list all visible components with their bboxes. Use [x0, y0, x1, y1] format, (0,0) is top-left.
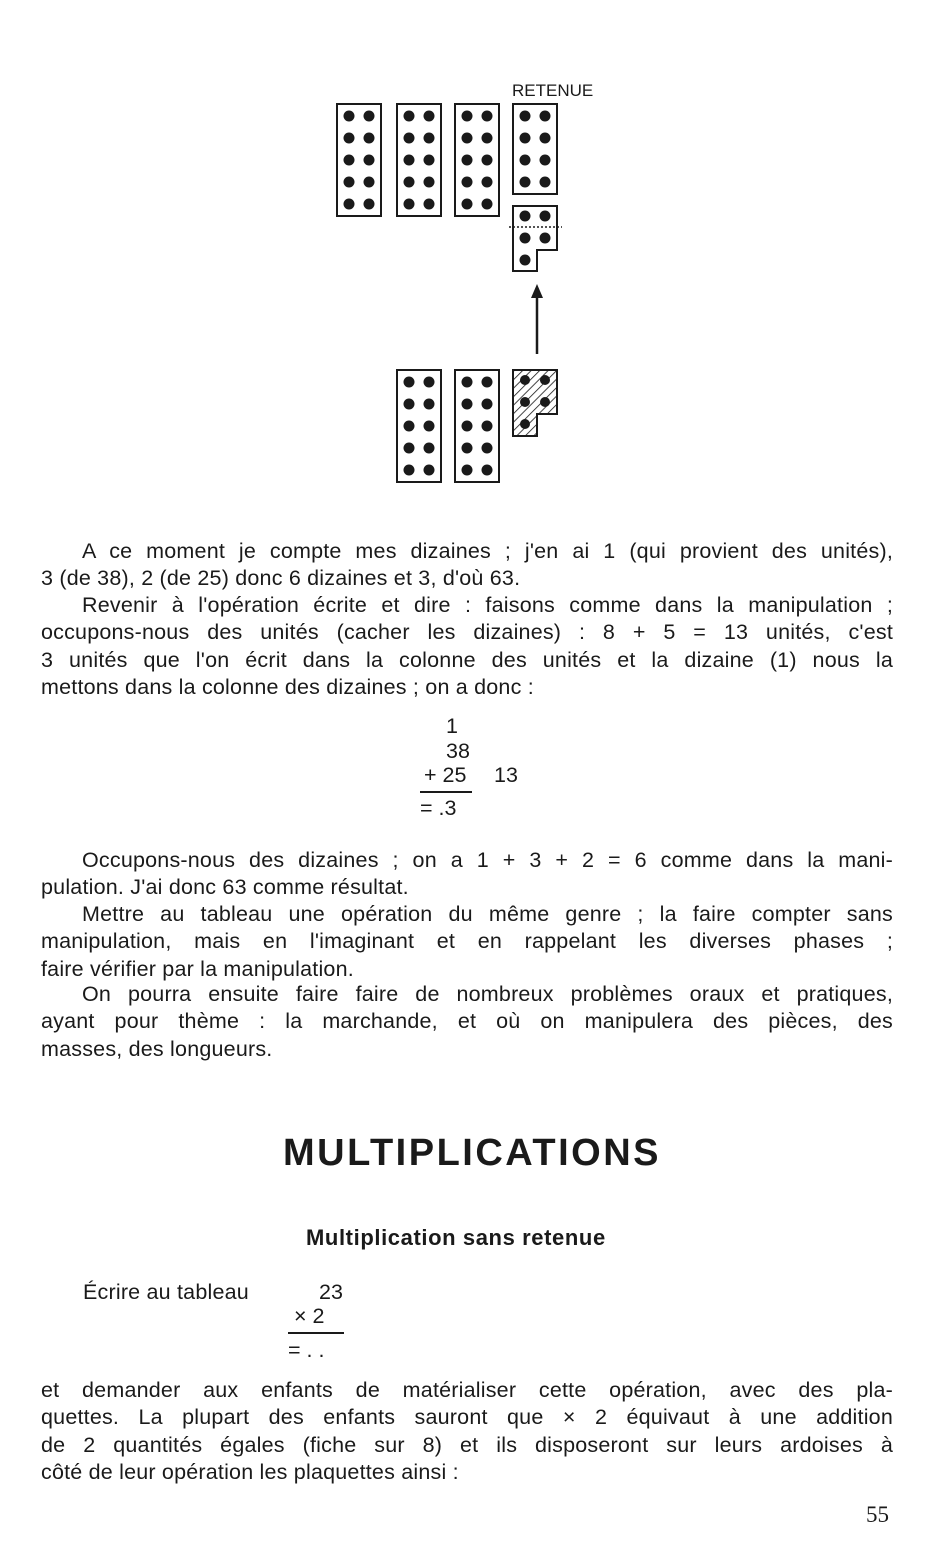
dot: [482, 177, 493, 188]
dot: [404, 111, 415, 122]
dot: [404, 199, 415, 210]
dot: [482, 399, 493, 410]
dot: [520, 111, 531, 122]
dot: [540, 397, 550, 407]
dot: [520, 133, 531, 144]
dot: [462, 177, 473, 188]
dot: [424, 111, 435, 122]
dot: [520, 375, 530, 385]
p3-line: Occupons-nous des dizaines ; on a 1 + 3 + 2 = 6 comme dans la mani-: [82, 848, 893, 872]
p5-line: masses, des longueurs.: [41, 1036, 273, 1061]
p4-line: manipulation, mais en l'imaginant et en rappelant les diverses phases ;: [41, 929, 893, 954]
dot: [540, 177, 551, 188]
p3-line: pulation. J'ai donc 63 comme résultat.: [41, 875, 409, 900]
paragraph-2: [41, 592, 893, 701]
dot: [540, 211, 551, 222]
addend-top: 38: [446, 739, 470, 763]
multiplicand: 23: [319, 1280, 343, 1304]
dot: [424, 465, 435, 476]
dot: [364, 133, 375, 144]
dot: [482, 377, 493, 388]
p2-line: occupons-nous des unités (cacher les dizaines) : 8 + 5 = 13 unités, c'est: [41, 620, 893, 645]
dot: [462, 421, 473, 432]
dot: [520, 155, 531, 166]
carry-digit: 1: [446, 714, 458, 738]
dot: [482, 199, 493, 210]
p2-line: Revenir à l'opération écrite et dire : faisons comme dans la manipulation ;: [82, 593, 893, 617]
dot: [344, 199, 355, 210]
p4-line: Mettre au tableau une opération du même genre ; la faire compter sans: [82, 902, 893, 926]
hatched-shape: [513, 370, 557, 436]
dot: [404, 155, 415, 166]
p6-line: de 2 quantités égales (fiche sur 8) et ils disposeront sur leurs ardoises à: [41, 1432, 893, 1457]
dot: [520, 255, 531, 266]
dot: [462, 443, 473, 454]
dot: [424, 421, 435, 432]
dot: [540, 111, 551, 122]
dot: [482, 111, 493, 122]
retenue-plaquette: [513, 104, 557, 194]
sum-rule: [420, 791, 472, 793]
dot: [424, 443, 435, 454]
dot: [404, 133, 415, 144]
paragraph-1: [41, 538, 893, 593]
p2-line: 3 unités que l'on écrit dans la colonne des unités et la dizaine (1) nous la: [41, 647, 893, 672]
dot: [404, 399, 415, 410]
partial-units: 13: [494, 763, 518, 787]
dot: [344, 155, 355, 166]
page-number: 55: [866, 1502, 889, 1527]
dot: [462, 133, 473, 144]
dot: [520, 419, 530, 429]
dot: [520, 177, 531, 188]
dot: [404, 177, 415, 188]
dot: [482, 443, 493, 454]
arrow-head-icon: [531, 284, 543, 298]
dot: [344, 133, 355, 144]
product-result: = . .: [288, 1338, 325, 1362]
p5-line: On pourra ensuite faire faire de nombreux problèmes oraux et pratiques,: [82, 982, 893, 1006]
sum-result: = .3: [420, 796, 457, 820]
hatched-units-plaquette: [513, 370, 557, 436]
p6-line: quettes. La plupart des enfants sauront que × 2 équivaut à une addition: [41, 1405, 893, 1430]
dot: [424, 199, 435, 210]
addend-second: + 25: [424, 763, 467, 787]
dot: [364, 199, 375, 210]
product-rule: [288, 1332, 344, 1334]
dot: [462, 155, 473, 166]
dot: [520, 397, 530, 407]
dot: [424, 155, 435, 166]
p2-line: mettons dans la colonne des dizaines ; on a donc :: [41, 674, 534, 699]
retenue-label: RETENUE: [512, 81, 594, 100]
dot: [520, 211, 531, 222]
dot: [424, 177, 435, 188]
subsection-heading: Multiplication sans retenue: [306, 1225, 606, 1250]
dot: [404, 377, 415, 388]
section-heading: MULTIPLICATIONS: [282, 1132, 662, 1174]
dot: [424, 399, 435, 410]
paragraph-3: [41, 847, 893, 902]
dot: [520, 233, 531, 244]
dot: [540, 133, 551, 144]
paragraph-4: [41, 901, 893, 983]
dot: [344, 111, 355, 122]
write-on-board-label: Écrire au tableau: [83, 1280, 249, 1304]
dot: [462, 199, 473, 210]
dot: [540, 233, 551, 244]
dot: [344, 177, 355, 188]
dot: [404, 421, 415, 432]
multiplier: × 2: [294, 1304, 325, 1328]
dot: [482, 421, 493, 432]
dot: [364, 111, 375, 122]
plaquettes-figure: [320, 72, 600, 502]
retenue-bar: [513, 104, 557, 194]
dot: [540, 155, 551, 166]
units-plaquette-top: [509, 206, 562, 271]
p4-line: faire vérifier par la manipulation.: [41, 956, 354, 981]
dot: [482, 133, 493, 144]
dot: [462, 111, 473, 122]
dot: [482, 155, 493, 166]
p1-line: A ce moment je compte mes dizaines ; j'en ai 1 (qui provient des unités),: [82, 539, 893, 563]
paragraph-5: [41, 981, 893, 1063]
dot: [364, 155, 375, 166]
dot: [404, 443, 415, 454]
p6-line: côté de leur opération les plaquettes ainsi :: [41, 1459, 459, 1484]
dot: [404, 465, 415, 476]
bottom-tens-plaquettes: [397, 370, 499, 482]
p6-line: et demander aux enfants de matérialiser cette opération, avec des pla-: [41, 1378, 893, 1402]
dot: [482, 465, 493, 476]
dot: [540, 375, 550, 385]
dot: [424, 377, 435, 388]
dot: [462, 465, 473, 476]
dot: [364, 177, 375, 188]
p1-line: 3 (de 38), 2 (de 25) donc 6 dizaines et 3, d'où 63.: [41, 566, 521, 591]
top-tens-plaquettes: [337, 104, 499, 216]
dot: [462, 399, 473, 410]
dot: [424, 133, 435, 144]
p5-line: ayant pour thème : la marchande, et où on manipulera des pièces, des: [41, 1009, 893, 1034]
dot: [462, 377, 473, 388]
paragraph-6: [41, 1377, 893, 1486]
